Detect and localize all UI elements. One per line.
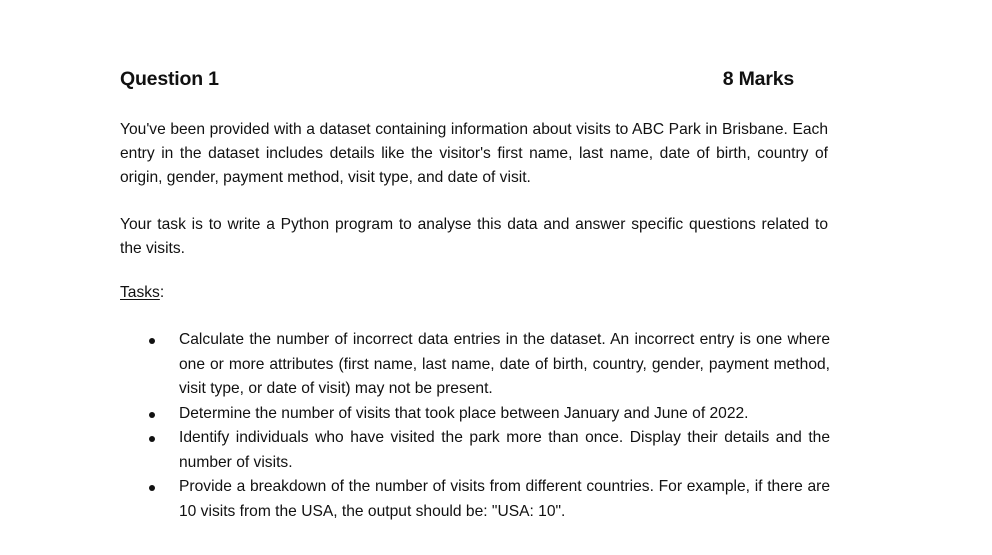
task-text: Calculate the number of incorrect data entries in the dataset. An incorrect entry is one where one or more attributes (first name, last name, date of birth, country, gender, payment method, visit type, or date of visit) may not be present. (179, 331, 830, 397)
task-item (120, 328, 830, 402)
question-title: Question 1 (120, 68, 219, 90)
question-marks: 8 Marks (722, 68, 794, 90)
intro-paragraph: You've been provided with a dataset containing information about visits to ABC Park in Brisbane. Each entry in the dataset includes details like the visitor's first name, last name, date of birth, country of origin, gender, payment method, visit type, and date of visit. (120, 121, 828, 186)
task-description-paragraph: Your task is to write a Python program to analyse this data and answer specific questions related to the visits. (120, 216, 828, 257)
task-text: Determine the number of visits that took place between January and June of 2022. (179, 404, 749, 422)
bullet-icon (149, 485, 155, 491)
task-text: Provide a breakdown of the number of visits from different countries. For example, if there are 10 visits from the USA, the output should be: "USA: 10". (179, 478, 830, 520)
task-item (120, 402, 830, 427)
task-text: Identify individuals who have visited the park more than once. Display their details and the number of visits. (179, 429, 830, 471)
bullet-icon (149, 412, 155, 418)
question-header (120, 68, 794, 98)
bullet-icon (149, 338, 155, 344)
task-item (120, 475, 830, 524)
question-page (120, 68, 830, 520)
tasks-heading (120, 281, 164, 305)
tasks-heading-text: Tasks (120, 284, 160, 301)
tasks-heading-colon: : (159, 284, 165, 301)
bullet-icon (149, 436, 155, 442)
task-list (120, 328, 830, 524)
task-item (120, 426, 830, 475)
